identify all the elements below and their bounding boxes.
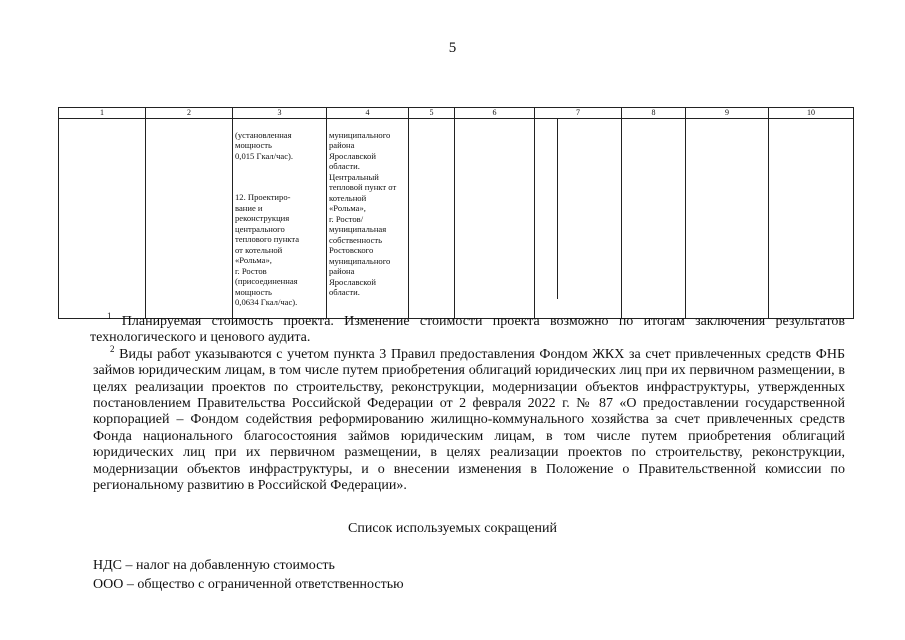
- header-col-5: 5: [409, 108, 455, 119]
- projects-table: [58, 107, 854, 319]
- footnote-2-mark: 2: [110, 343, 115, 354]
- footnotes: [90, 311, 845, 494]
- header-col-7: 7: [535, 108, 622, 119]
- header-col-3: 3: [233, 108, 327, 119]
- cell-col-3: [233, 119, 327, 319]
- footnote-1-mark: 1: [107, 311, 112, 321]
- cell-col-7: [535, 119, 622, 319]
- table-row: [59, 119, 854, 319]
- page-number: 5: [448, 40, 457, 56]
- cell-col-8: [622, 119, 686, 319]
- header-col-9: 9: [686, 108, 769, 119]
- header-col-10: 10: [769, 108, 854, 119]
- abbreviations-title: Список используемых сокращений: [348, 521, 557, 536]
- footnote-1: [90, 311, 845, 347]
- header-col-2: 2: [146, 108, 233, 119]
- cell-col-10: [769, 119, 854, 319]
- header-col-4: 4: [327, 108, 409, 119]
- cell-col-7-split: [535, 119, 621, 299]
- abbreviations-list: [93, 556, 404, 594]
- abbreviation-item: НДС – налог на добавленную стоимость: [93, 558, 335, 573]
- footnote-2-text: Виды работ указываются с учетом пункта 3 Правил предоставления Фондом ЖКХ за счет привлеченных средств ФНБ займов юридическим лицам, в том числе путем приобретения облигаций юридических лиц при их первичном размещении, в целях реализации проектов по строительству, реконструкции, модернизации объектов инфраструктуры, утвержденных постановлением Правительства Российской Федерации от 2 февраля 2022 г. № 87 «О предоставлении государственной корпорацией – Фондом содействия реформированию жилищно-коммунального хозяйства за счет привлеченных средств Фонда национального благосостояния займов юридическим лицам, в том числе путем приобретения облигаций юридических лиц при их первичном размещении, в целях реализации проектов по строительству, реконструкции, модернизации объектов инфраструктуры, и о внесении изменения в Положение о Правительственной комиссии по региональному развитию в Российской Федерации».: [93, 346, 845, 494]
- cell-col-5: [409, 119, 455, 319]
- project-capacity-text: (установленная мощность 0,015 Гкал/час).: [235, 129, 294, 161]
- footnote-1-text: Планируемая стоимость проекта. Изменение стоимости проекта возможно по итогам заключения результатов технологического и ценового аудита.: [90, 314, 845, 346]
- cell-col-9: [686, 119, 769, 319]
- footnote-2: [93, 343, 845, 495]
- cell-col-2: [146, 119, 233, 319]
- cell-col-1: [59, 119, 146, 319]
- header-col-6: 6: [455, 108, 535, 119]
- abbreviation-item: ООО – общество с ограниченной ответственностью: [93, 577, 404, 592]
- cell-col-6: [455, 119, 535, 319]
- header-col-1: 1: [59, 108, 146, 119]
- header-col-8: 8: [622, 108, 686, 119]
- cell-col-4: [327, 119, 409, 319]
- project-12-description: 12. Проектиро- вание и реконструкция центрального теплового пункта от котельной «Рольма», г. Ростов (присоединенная мощность 0,0634 Гкал/час).: [235, 192, 300, 307]
- project-object-ownership: муниципального района Ярославской области. Центральный тепловой пункт от котельной «Рольма», г. Ростов/ муниципальная собственность Ростовского муниципального района Ярославской области.: [329, 129, 397, 297]
- table-header-row: [59, 108, 854, 119]
- cell-divider: [557, 119, 558, 299]
